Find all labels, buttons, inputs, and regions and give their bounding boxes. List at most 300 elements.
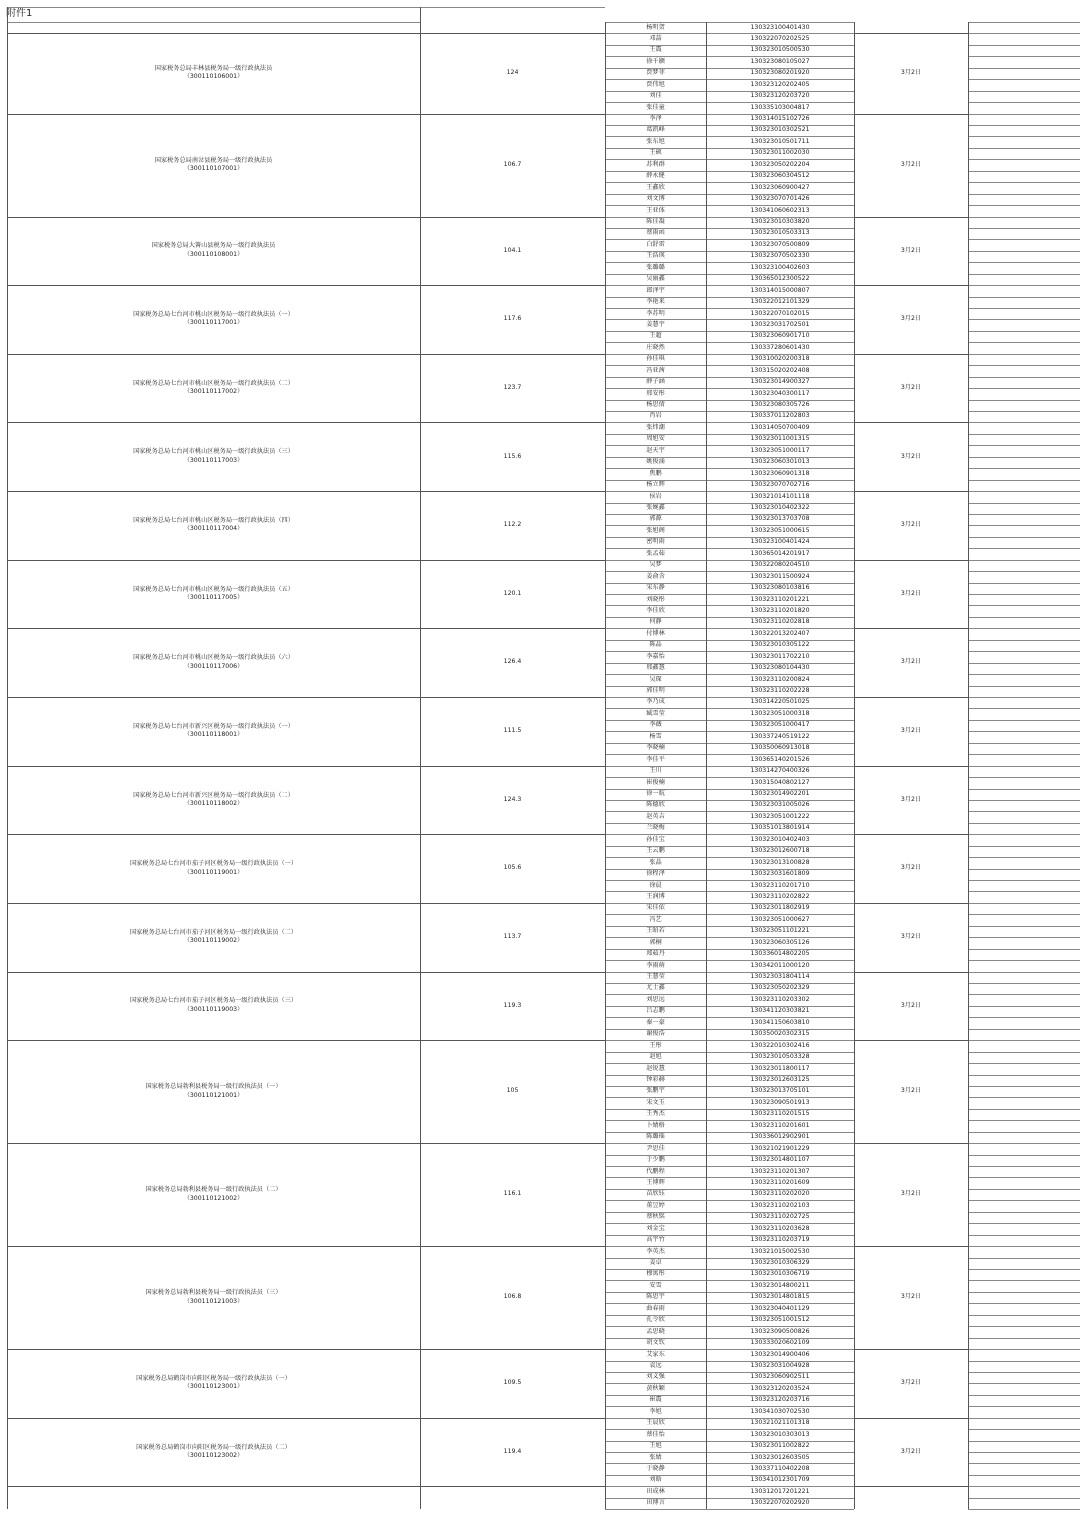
- row-divider: [605, 514, 854, 515]
- row-divider-right: [968, 1063, 1080, 1064]
- candidate-name: 张炜潮: [646, 423, 665, 431]
- row-divider-right: [968, 560, 1080, 561]
- row-divider: [605, 525, 854, 526]
- position-code: （300110108001）: [183, 250, 244, 258]
- row-divider-right: [968, 1338, 1080, 1339]
- candidate-name: 尹思佳: [646, 1144, 665, 1152]
- row-divider: [605, 1372, 854, 1373]
- candidate-id: 130323080305726: [750, 401, 810, 409]
- candidate-id: 130323010503313: [750, 229, 810, 237]
- candidate-id: 130323090501913: [750, 1098, 810, 1106]
- row-divider-right: [968, 686, 1080, 687]
- row-divider-right: [968, 628, 1080, 629]
- candidate-name: 宋东静: [646, 584, 665, 592]
- row-divider-right: [968, 1303, 1080, 1304]
- row-divider-right: [968, 823, 1080, 824]
- candidate-id: 130323110203302: [750, 995, 810, 1003]
- candidate-name: 贾梦菲: [646, 69, 665, 77]
- candidate-id: 130323011002822: [750, 1442, 810, 1450]
- position-cell: [7, 972, 420, 1041]
- candidate-id: 130322080204510: [750, 561, 810, 569]
- row-divider: [605, 136, 854, 137]
- candidate-id: 130322070202920: [750, 1499, 810, 1507]
- row-divider: [605, 342, 854, 343]
- column-divider: [706, 22, 707, 1509]
- row-divider: [605, 1086, 854, 1087]
- row-divider-right: [968, 983, 1080, 984]
- candidate-id: 130323051001512: [750, 1316, 810, 1324]
- candidate-name: 赵英吉: [646, 812, 665, 820]
- row-divider-right: [968, 491, 1080, 492]
- candidate-name: 王慧莹: [646, 973, 665, 981]
- row-divider-right: [968, 926, 1080, 927]
- candidate-name: 李苏明: [646, 309, 665, 317]
- row-divider-right: [968, 972, 1080, 973]
- row-divider: [605, 983, 854, 984]
- candidate-name: 孙佳宝: [646, 835, 665, 843]
- row-divider-right: [968, 1109, 1080, 1110]
- candidate-id: 130323100401424: [750, 538, 810, 546]
- position-cell: [7, 1418, 420, 1487]
- candidate-name: 孟思晓: [646, 1327, 665, 1335]
- candidate-name: 钟彩赫: [646, 1076, 665, 1083]
- candidate-id: 130337110402208: [750, 1464, 810, 1472]
- row-divider-right: [968, 857, 1080, 858]
- position-cell: [7, 422, 420, 491]
- row-divider: [605, 823, 854, 824]
- date-cell: 3月2日: [900, 658, 922, 666]
- row-divider-right: [968, 56, 1080, 57]
- row-divider: [605, 1361, 854, 1362]
- row-divider-right: [968, 1269, 1080, 1270]
- row-divider: [605, 1029, 854, 1030]
- candidate-name: 蔡秋铭: [646, 1213, 665, 1221]
- position-code: （300110123002）: [183, 1451, 244, 1459]
- candidate-name: 郭佳明: [646, 687, 665, 695]
- candidate-name: 冯艺: [649, 915, 662, 923]
- date-cell: 3月2日: [900, 315, 922, 323]
- candidate-name: 姜卓: [649, 1259, 662, 1267]
- candidate-id: 130323110200824: [750, 675, 810, 683]
- group-divider: [7, 217, 605, 218]
- row-divider-right: [968, 903, 1080, 904]
- row-divider: [605, 1452, 854, 1453]
- row-divider: [605, 1475, 854, 1476]
- row-divider: [605, 205, 854, 206]
- row-divider-right: [968, 1486, 1080, 1487]
- candidate-name: 兰晓梅: [646, 824, 665, 832]
- row-divider-right: [968, 1155, 1080, 1156]
- position-code: （300110119003）: [183, 1005, 244, 1013]
- row-divider-right: [968, 159, 1080, 160]
- candidate-id: 130323011800117: [750, 1064, 810, 1072]
- row-divider-right: [968, 949, 1080, 950]
- row-divider: [605, 1418, 854, 1419]
- candidate-name: 白舒雷: [646, 240, 665, 248]
- candidate-name: 吴琛: [649, 675, 662, 683]
- row-divider-right: [968, 1177, 1080, 1178]
- row-divider: [605, 1338, 854, 1339]
- score-cell: 113.7: [503, 933, 522, 940]
- candidate-id: 130335103004817: [750, 103, 810, 111]
- candidate-id: 130323070701426: [750, 195, 810, 203]
- row-divider: [605, 1509, 854, 1510]
- group-divider-date: [854, 285, 968, 286]
- row-divider: [605, 880, 854, 881]
- position-code: （300110118002）: [183, 799, 244, 807]
- candidate-name: 张东旭: [646, 137, 665, 145]
- candidate-id: 130323100401430: [750, 23, 810, 31]
- group-divider-date: [854, 628, 968, 629]
- position-name: 国家税务总局大箐山县税务局一级行政执法员: [151, 242, 276, 250]
- candidate-name: 宋佳依: [646, 904, 665, 912]
- candidate-id: 130323012600718: [750, 847, 810, 855]
- group-divider: [7, 354, 605, 355]
- date-cell: 3月2日: [900, 1447, 922, 1455]
- row-divider-right: [968, 468, 1080, 469]
- row-divider-right: [968, 1326, 1080, 1327]
- candidate-name: 李泽: [649, 115, 662, 123]
- row-divider-right: [968, 33, 1080, 34]
- candidate-id: 130323110202228: [750, 687, 810, 695]
- row-divider-right: [968, 1017, 1080, 1018]
- score-cell: 109.5: [503, 1379, 522, 1387]
- candidate-name: 李晓楠: [646, 744, 665, 752]
- document-title: 附件1: [6, 8, 33, 19]
- candidate-name: 王鑫欣: [646, 183, 665, 191]
- group-divider-date: [854, 1143, 968, 1144]
- row-divider-right: [968, 1223, 1080, 1224]
- candidate-id: 130323051101221: [750, 927, 810, 935]
- row-divider: [605, 903, 854, 904]
- row-divider: [605, 171, 854, 172]
- candidate-name: 赵旭: [649, 1053, 662, 1061]
- candidate-name: 臧雪莹: [646, 709, 665, 717]
- row-divider-right: [968, 68, 1080, 69]
- row-divider: [605, 960, 854, 961]
- candidate-id: 130310020200318: [750, 355, 810, 363]
- candidate-id: 130322070202525: [750, 34, 810, 42]
- row-divider-right: [968, 480, 1080, 481]
- row-divider-right: [968, 1029, 1080, 1030]
- candidate-name: 邢安彤: [646, 389, 665, 397]
- candidate-id: 130323031601809: [750, 870, 810, 878]
- candidate-name: 杨明贺: [646, 23, 665, 31]
- position-name: 国家税务总局七台河市新兴区税务局一级行政执法员（一）: [133, 722, 294, 730]
- group-divider-date: [854, 834, 968, 835]
- candidate-id: 130323031804114: [750, 973, 810, 981]
- candidate-name: 密明雨: [646, 538, 665, 546]
- row-divider: [605, 182, 854, 183]
- position-name: 国家税务总局丰林县税务局一级行政执法员: [154, 65, 273, 73]
- group-divider: [7, 422, 605, 423]
- candidate-name: 谢俊浩: [646, 1030, 665, 1038]
- candidate-id: 130314015102726: [750, 115, 810, 123]
- row-divider: [605, 1383, 854, 1384]
- candidate-id: 130323014801815: [750, 1293, 810, 1301]
- row-divider: [605, 457, 854, 458]
- candidate-name: 穆寓彤: [646, 1270, 665, 1278]
- candidate-id: 130323040401129: [750, 1304, 810, 1312]
- candidate-name: 李乃成: [646, 698, 665, 706]
- row-divider-right: [968, 1475, 1080, 1476]
- candidate-name: 吴丽鑫: [646, 275, 665, 283]
- position-name: 国家税务总局七台河市茄子河区税务局一级行政执法员（一）: [129, 860, 298, 868]
- position-name: 国家税务总局七台河市桃山区税务局一级行政执法员（一）: [133, 311, 294, 319]
- candidate-id: 130350060913018: [750, 744, 810, 752]
- candidate-name: 王秀杰: [646, 1110, 665, 1118]
- candidate-name: 胡文钦: [646, 1339, 665, 1347]
- candidate-name: 张婉鑫: [646, 504, 665, 511]
- candidate-id: 130323040300117: [750, 389, 810, 397]
- position-name: 国家税务总局南岔县税务局一级行政执法员: [154, 156, 273, 164]
- candidate-id: 130323011500924: [750, 572, 810, 580]
- row-divider: [605, 937, 854, 938]
- candidate-name: 张旭阁: [646, 526, 665, 534]
- candidate-id: 130321015002530: [750, 1247, 810, 1255]
- group-divider: [7, 697, 605, 698]
- candidate-name: 王川: [649, 767, 662, 775]
- candidate-id: 130323051000627: [750, 915, 810, 923]
- position-cell: [7, 1246, 420, 1349]
- candidate-id: 130314220501025: [750, 698, 810, 706]
- row-divider-right: [968, 571, 1080, 572]
- row-divider-right: [968, 743, 1080, 744]
- candidate-name: 王博辉: [646, 1178, 665, 1186]
- row-divider-right: [968, 136, 1080, 137]
- row-divider: [605, 697, 854, 698]
- row-divider-right: [968, 594, 1080, 595]
- row-divider: [605, 1235, 854, 1236]
- row-divider: [605, 1292, 854, 1293]
- row-divider-right: [968, 503, 1080, 504]
- candidate-id: 130323060902511: [750, 1373, 810, 1381]
- group-divider: [7, 1246, 605, 1247]
- row-divider-right: [968, 1086, 1080, 1087]
- row-divider-right: [968, 1429, 1080, 1430]
- position-name: 国家税务总局七台河市桃山区税务局一级行政执法员（五）: [133, 585, 294, 593]
- candidate-name: 贾伟旭: [646, 80, 665, 88]
- row-divider: [605, 217, 854, 218]
- column-divider: [605, 22, 606, 1509]
- row-divider: [605, 1406, 854, 1407]
- candidate-id: 130323012603125: [750, 1076, 810, 1083]
- candidate-id: 130323110201710: [750, 881, 810, 889]
- row-divider: [605, 972, 854, 973]
- candidate-id: 130323080105027: [750, 57, 810, 65]
- row-divider: [605, 949, 854, 950]
- row-divider-right: [968, 1200, 1080, 1201]
- position-name: 国家税务总局七台河市茄子河区税务局一级行政执法员（二）: [129, 928, 298, 936]
- candidate-name: 崔俊楠: [646, 778, 665, 786]
- candidate-id: 130323120202405: [750, 80, 810, 88]
- position-name: 国家税务总局鹤岗市向阳区税务局一级行政执法员（一）: [136, 1374, 291, 1382]
- candidate-name: 刘金宝: [646, 1224, 665, 1232]
- row-divider: [605, 1143, 854, 1144]
- row-divider: [605, 1189, 854, 1190]
- row-divider: [605, 159, 854, 160]
- candidate-id: 130342011000120: [750, 961, 810, 969]
- row-divider: [605, 274, 854, 275]
- candidate-name: 陈思宇: [646, 1293, 665, 1301]
- position-name: 国家税务总局七台河市桃山区税务局一级行政执法员（二）: [133, 379, 294, 387]
- row-divider: [605, 1463, 854, 1464]
- candidate-id: 130322013202407: [750, 629, 810, 637]
- candidate-id: 130323100402603: [750, 263, 810, 271]
- candidate-name: 高宇竹: [646, 1236, 665, 1244]
- candidate-id: 130323013705101: [750, 1087, 810, 1095]
- row-divider-right: [968, 674, 1080, 675]
- row-divider-right: [968, 1246, 1080, 1247]
- candidate-name: 姜慧宇: [646, 320, 665, 328]
- candidate-name: 李佳欣: [646, 606, 665, 614]
- date-cell: 3月2日: [900, 521, 922, 529]
- row-divider-right: [968, 1441, 1080, 1442]
- candidate-name: 杨思倩: [646, 401, 665, 409]
- position-code: （300110121003）: [183, 1297, 244, 1305]
- group-divider: [7, 628, 605, 629]
- row-divider-right: [968, 1463, 1080, 1464]
- candidate-id: 130323050202204: [750, 160, 810, 168]
- row-divider-right: [968, 537, 1080, 538]
- row-divider: [605, 1303, 854, 1304]
- group-divider-date: [854, 1246, 968, 1247]
- row-divider: [605, 1498, 854, 1499]
- candidate-id: 130323060301013: [750, 458, 810, 466]
- score-cell: 119.4: [503, 1447, 522, 1455]
- candidate-id: 130341150603810: [750, 1018, 810, 1026]
- row-divider-right: [968, 1372, 1080, 1373]
- candidate-id: 130337280601430: [750, 343, 810, 351]
- row-divider: [605, 926, 854, 927]
- row-divider-right: [968, 514, 1080, 515]
- candidate-name: 吕志鹏: [646, 1007, 665, 1015]
- row-divider-right: [968, 1040, 1080, 1041]
- candidate-name: 徐晨: [649, 881, 662, 889]
- candidate-id: 130323012603505: [750, 1453, 810, 1461]
- row-divider: [605, 125, 854, 126]
- candidate-name: 尤士鑫: [646, 984, 665, 992]
- candidate-name: 薛子涵: [646, 378, 665, 386]
- row-divider-right: [968, 1212, 1080, 1213]
- date-cell: 3月2日: [900, 1379, 922, 1387]
- candidate-name: 代鹏程: [646, 1167, 665, 1175]
- row-divider-right: [968, 789, 1080, 790]
- candidate-id: 130323010302521: [750, 126, 810, 134]
- row-divider-right: [968, 663, 1080, 664]
- row-divider-right: [968, 205, 1080, 206]
- candidate-id: 130323011802919: [750, 904, 810, 912]
- candidate-id: 130323110202725: [750, 1213, 810, 1221]
- candidate-name: 张佳童: [646, 103, 665, 111]
- row-divider: [605, 33, 854, 34]
- row-divider-right: [968, 114, 1080, 115]
- candidate-id: 130323011001315: [750, 435, 810, 443]
- candidate-id: 130341120303821: [750, 1007, 810, 1015]
- row-divider-right: [968, 1235, 1080, 1236]
- score-cell: 112.2: [503, 521, 522, 529]
- candidate-name: 王亚体: [646, 206, 665, 214]
- group-divider: [7, 834, 605, 835]
- date-cell: 3月2日: [900, 69, 922, 77]
- score-cell: 106.8: [503, 1293, 522, 1301]
- row-divider: [605, 686, 854, 687]
- candidate-id: 130323110202103: [750, 1201, 810, 1209]
- row-divider-right: [968, 834, 1080, 835]
- row-divider: [605, 720, 854, 721]
- candidate-name: 蔡雨函: [646, 229, 665, 237]
- candidate-name: 李薇: [649, 721, 662, 729]
- candidate-name: 邓喆: [649, 34, 662, 42]
- candidate-name: 焦鹏: [649, 469, 662, 477]
- row-divider-right: [968, 217, 1080, 218]
- row-divider: [605, 1132, 854, 1133]
- row-divider: [605, 400, 854, 401]
- candidate-name: 李旭: [649, 1407, 662, 1415]
- candidate-name: 崔震: [649, 1396, 662, 1404]
- group-divider-date: [854, 1040, 968, 1041]
- candidate-id: 130323120203720: [750, 92, 810, 100]
- row-divider-right: [968, 228, 1080, 229]
- row-divider-right: [968, 445, 1080, 446]
- group-divider: [7, 1143, 605, 1144]
- row-divider-right: [968, 171, 1080, 172]
- row-divider: [605, 228, 854, 229]
- date-cell: 3月2日: [900, 452, 922, 460]
- row-divider: [605, 411, 854, 412]
- candidate-id: 130323031702501: [750, 320, 810, 328]
- candidate-id: 130323110202818: [750, 618, 810, 626]
- candidate-id: 130323070500809: [750, 240, 810, 248]
- candidate-name: 卜婧格: [646, 1121, 665, 1129]
- row-divider-right: [968, 525, 1080, 526]
- row-divider-right: [968, 1395, 1080, 1396]
- row-divider: [605, 777, 854, 778]
- candidate-name: 李雨萌: [646, 961, 665, 969]
- candidate-name: 苗欣钰: [646, 1190, 665, 1198]
- score-cell: 105: [506, 1087, 519, 1095]
- row-divider-right: [968, 754, 1080, 755]
- position-code: （300110117001）: [183, 319, 244, 327]
- row-divider-right: [968, 640, 1080, 641]
- group-divider-date: [854, 1349, 968, 1350]
- row-divider: [605, 56, 854, 57]
- candidate-id: 130323010500530: [750, 46, 810, 54]
- row-divider: [605, 68, 854, 69]
- row-divider-right: [968, 422, 1080, 423]
- candidate-id: 130323010402403: [750, 835, 810, 843]
- candidate-id: 130341030702530: [750, 1407, 810, 1415]
- row-divider: [605, 1006, 854, 1007]
- candidate-name: 艾家东: [646, 1350, 665, 1358]
- candidate-name: 董昱婷: [646, 1201, 665, 1209]
- row-divider-right: [968, 45, 1080, 46]
- candidate-name: 王超: [649, 332, 662, 340]
- candidate-name: 王浩瑛: [646, 252, 665, 260]
- score-cell: 123.7: [503, 383, 522, 391]
- row-divider: [605, 617, 854, 618]
- candidate-name: 郭源: [649, 515, 662, 523]
- row-divider: [605, 869, 854, 870]
- group-divider: [7, 903, 605, 904]
- candidate-name: 张婧: [649, 1453, 662, 1461]
- row-divider: [605, 605, 854, 606]
- row-divider: [605, 834, 854, 835]
- row-divider: [605, 365, 854, 366]
- date-cell: 3月2日: [900, 383, 922, 391]
- row-divider: [605, 285, 854, 286]
- row-divider: [605, 1349, 854, 1350]
